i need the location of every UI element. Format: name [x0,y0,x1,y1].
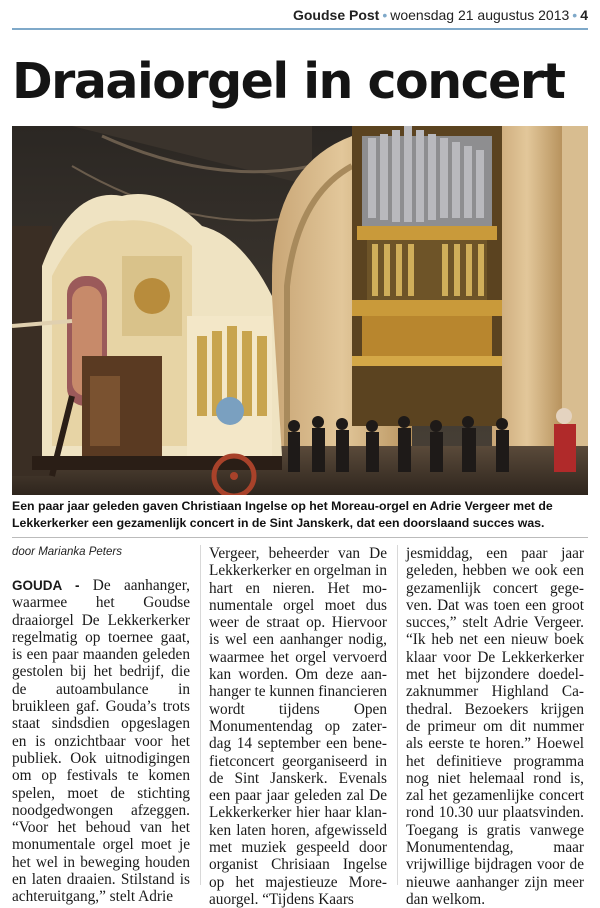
church-organ-icon [352,126,502,426]
photo-caption: Een paar jaar geleden gaven Christiaan Ingelse op het Moreau-orgel en Adrie Vergeer met de Lekkerkerker een gezamenlijk concert in de Sint Janskerk, dat een doorslaand succes was. [12,499,553,530]
column-divider [200,545,201,885]
column-3-text: jesmiddag, een paar jaar geleden, hebben we ook een gezamenlijk concert gegeven. Dat was toen een groot succes,” stelt Adrie Vergeer. “Ik heb net een nieuw boek klaar voor De Lekkerkerker met het bijzondere doedelzaknummer Highland Cathedral. Bezoekers krijgen de primeur om dit nummer als eerste te horen.” Hoewel het definitieve programma nog niet helemaal rond is, zal het gezamenlijke concert rond 10.30 uur plaatsvinden. Toegang is gratis vanwege Monumentendag, maar vrijwillige bijdragen voor de nieuwe aanhanger zijn meer dan welkom. [406,545,584,908]
separator-dot: • [382,7,388,23]
page-number: 4 [580,7,588,23]
issue-date: woensdag 21 augustus 2013 [390,7,570,23]
article-headline: Draaiorgel in concert [12,53,565,110]
byline: door Marianka Peters [12,546,122,558]
column-1-text: De aanhanger, waarmee het Goudse draaiorgel De Lekkerkerker regelmatig op toernee gaat, is een paar maanden geleden gestolen bij het bedrijf, die de autoambulance in bruikleen gaf. Gouda’s trots staat sindsdien opgeslagen en is onzichtbaar voor het publiek. Ook uitnodigingen om op festivals te komen spelen, moet de stichting noodgedwongen afzeggen. “Voor het behoud van het monumentale orgel moet je het wel in beweging houden en laten draaien. Stilstand is achteruitgang,” stelt Adrie [12,577,191,906]
dateline: GOUDA - [12,578,93,593]
article-column-3 [406,545,584,908]
column-2-text: Vergeer, beheerder van De Lekkerkerker en orgelman in hart en nieren. Het monumentale orgel moet dus weer de straat op. Hiervoor is wel een aanhanger nodig, waarmee het orgel vervoerd kan worden. Om deze aanhanger te kunnen financieren wordt tijdens Open Monumentendag op zaterdag 14 september een benefietconcert georganiseerd in de Sint Janskerk. Evenals een paar jaar geleden zal De Lekkerkerker hier haar klanken laten horen, afgewisseld met muziek gespeeld door organist Chrisiaan Ingelse op het majestieuze Moreauorgel. “Tijdens Kaars [209,545,387,908]
divider [12,537,588,538]
article-column-1 [12,577,190,906]
column-divider [397,545,398,885]
separator-dot: • [572,7,578,23]
page-header [12,4,588,30]
article-column-2 [209,545,387,908]
article-photo [12,126,588,495]
newspaper-name: Goudse Post [292,7,380,23]
